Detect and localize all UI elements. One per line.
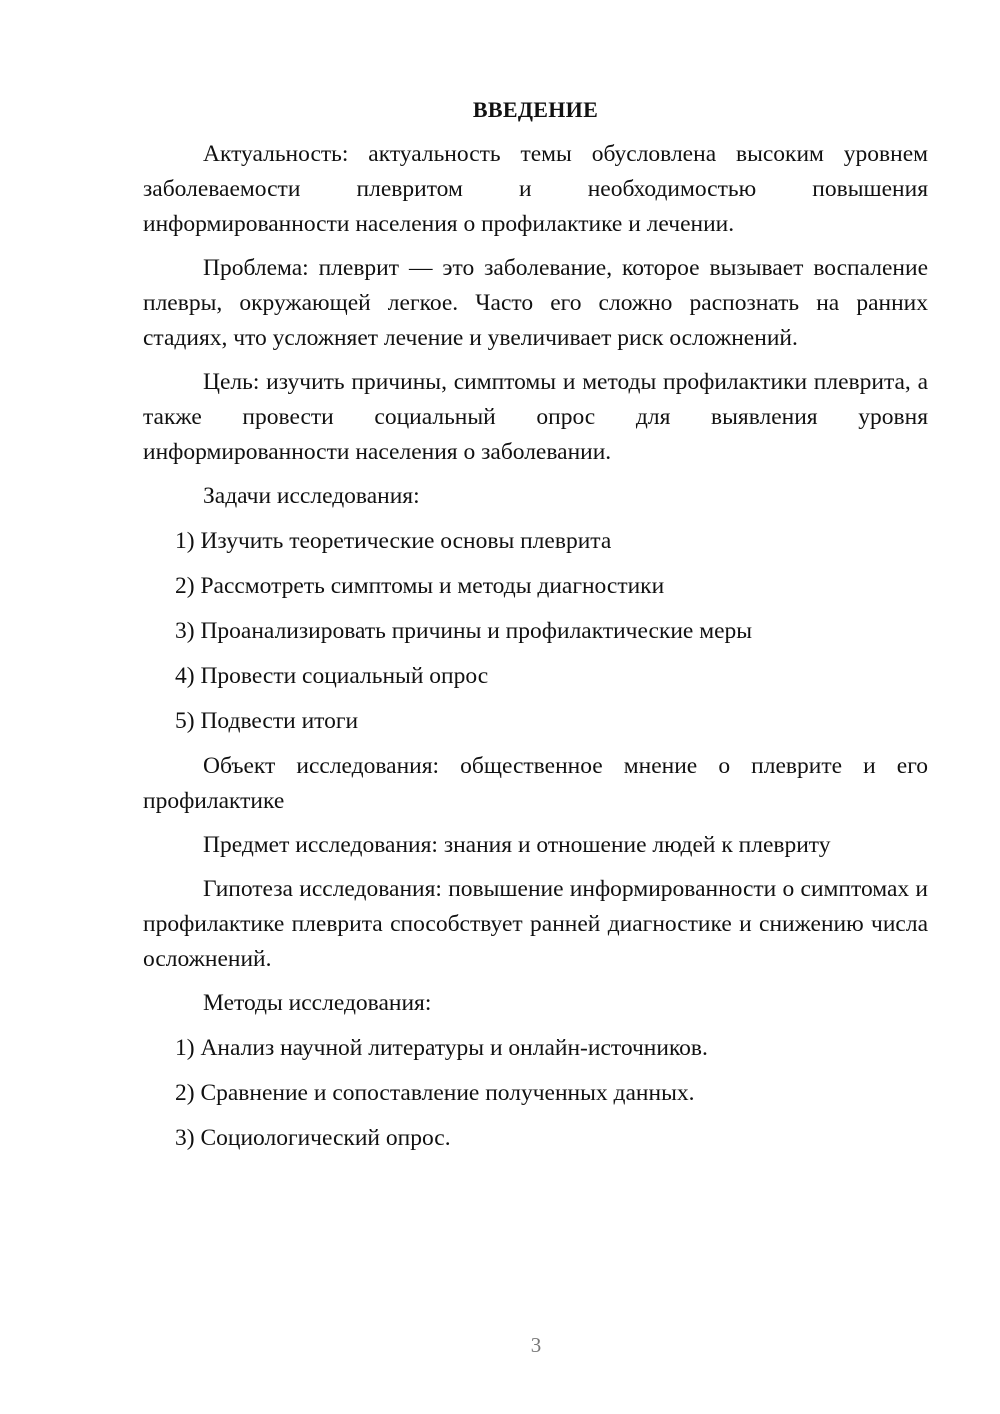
task-item-4: 4) Провести социальный опрос	[175, 663, 489, 689]
task-item-2: 2) Рассмотреть симптомы и методы диагностики	[175, 573, 665, 599]
task-item-5: 5) Подвести итоги	[175, 708, 359, 734]
methods-heading: Методы исследования:	[203, 990, 432, 1016]
task-item-1: 1) Изучить теоретические основы плеврита	[175, 528, 612, 554]
method-item-3: 3) Социологический опрос.	[175, 1125, 451, 1151]
method-item-2: 2) Сравнение и сопоставление полученных данных.	[175, 1080, 695, 1106]
section-title: ВВЕДЕНИЕ	[472, 97, 599, 122]
page-content	[143, 92, 928, 1166]
task-item-3: 3) Проанализировать причины и профилактические меры	[175, 618, 753, 644]
tasks-heading: Задачи исследования:	[203, 483, 420, 509]
method-item-1: 1) Анализ научной литературы и онлайн-источников.	[175, 1035, 708, 1061]
subject-paragraph: Предмет исследования: знания и отношение людей к плевриту	[203, 832, 831, 858]
object-paragraph: Объект исследования: общественное мнение о плеврите и его профилактике	[143, 753, 928, 814]
goal-paragraph: Цель: изучить причины, симптомы и методы профилактики плеврита, а также провести социальный опрос для выявления уровня информированности населения о заболевании.	[143, 369, 928, 465]
problem-paragraph: Проблема: плеврит — это заболевание, которое вызывает воспаление плевры, окружающей легкое. Часто его сложно распознать на ранних стадиях, что усложняет лечение и увеличивает риск осложнений.	[143, 255, 928, 351]
hypothesis-paragraph: Гипотеза исследования: повышение информированности о симптомах и профилактике плеврита способствует ранней диагностике и снижению числа осложнений.	[143, 876, 928, 972]
page-number: 3	[530, 1333, 542, 1357]
relevance-paragraph: Актуальность: актуальность темы обусловлена высоким уровнем заболеваемости плевритом и необходимостью повышения информированности населения о профилактике и лечении.	[143, 141, 928, 237]
